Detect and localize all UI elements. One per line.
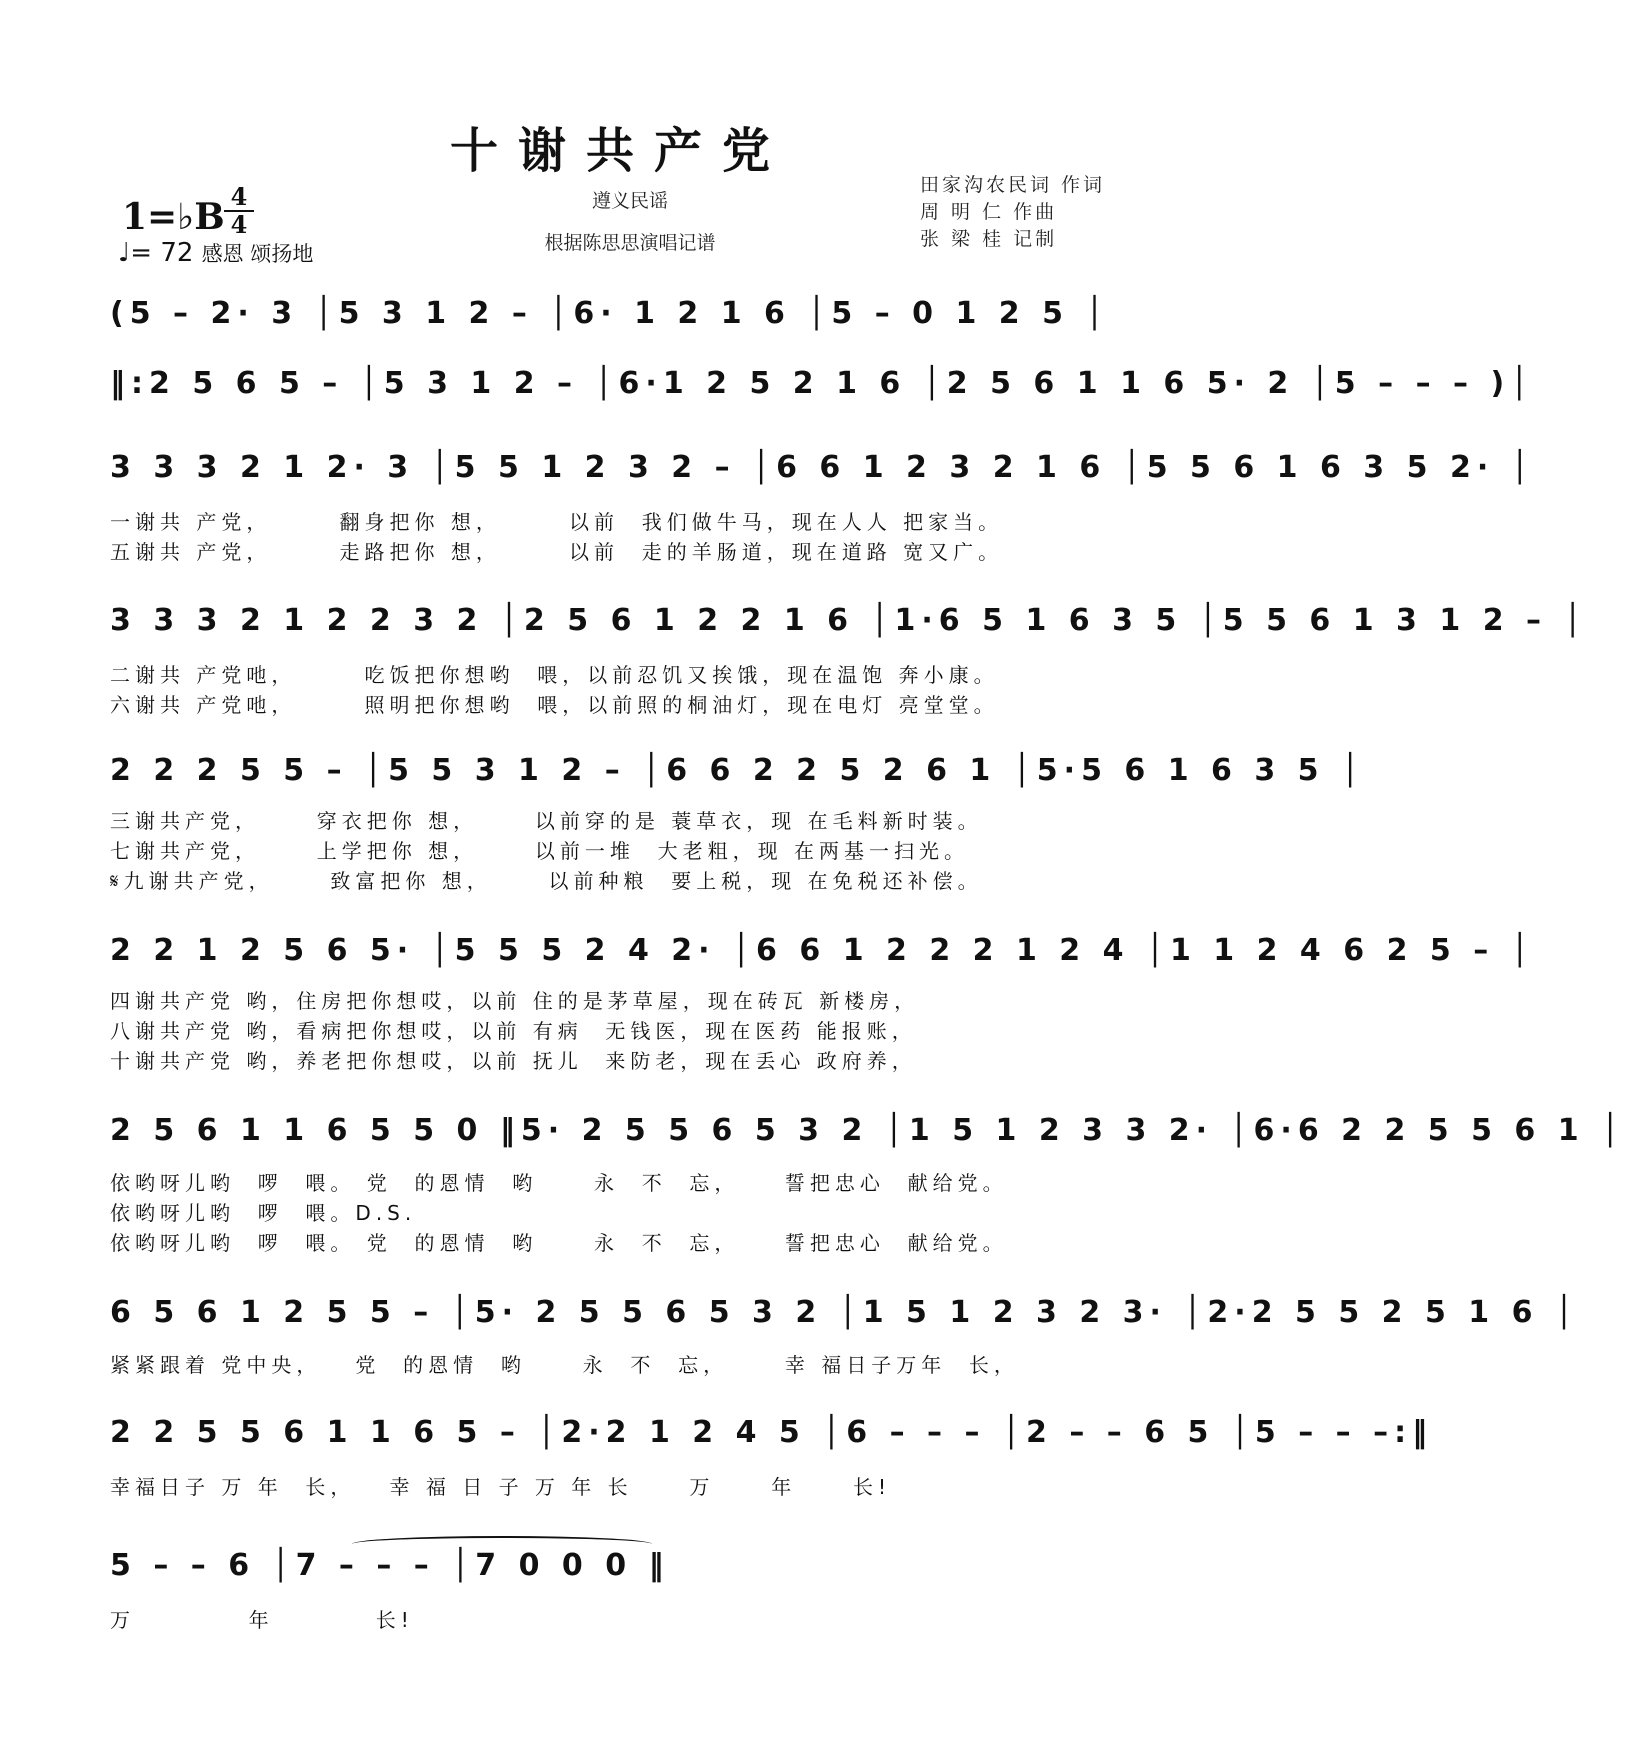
lyric-line: 依哟呀儿哟 啰 喂。 党 的恩情 哟 永 不 忘， 誓把忠心 献给党。 [110, 1171, 1008, 1195]
lyric-line: 四谢共产党 哟，住房把你想哎，以前 住的是茅草屋，现在砖瓦 新楼房， [110, 989, 920, 1013]
notation-line: 2 2 2 5 5 – │5 5 3 1 2 – │6 6 2 2 5 2 6 1 │5·5 6 1 6 3 5 │ [110, 753, 1366, 788]
lyric-line: 依哟呀儿哟 啰 喂。D.S. [110, 1201, 417, 1225]
notation-line: 5 – – 6 │7 – – – │7 0 0 0 ‖ [110, 1548, 670, 1583]
time-denominator: 4 [230, 210, 248, 239]
notation-line: 2 5 6 1 1 6 5 5 0 ‖5· 2 5 5 6 5 3 2 │1 5 1 2 3 3 2· │6·6 2 2 5 5 6 1 │ [110, 1113, 1625, 1148]
lyric-line: 𝄋九谢共产党， 致富把你 想， 以前种粮 要上税，现 在免税还补偿。 [110, 869, 983, 893]
lyric-line: 三谢共产党， 穿衣把你 想， 以前穿的是 蓑草衣，现 在毛料新时装。 [110, 809, 983, 833]
score-system-8 [110, 1295, 1579, 1385]
tempo-marking [118, 238, 313, 268]
score-system-5 [110, 753, 1366, 903]
credit-composer: 周 明 仁 作曲 [920, 201, 1058, 223]
lyric-line: 依哟呀儿哟 啰 喂。 党 的恩情 哟 永 不 忘， 誓把忠心 献给党。 [110, 1231, 1008, 1255]
notation-line: 2 2 5 5 6 1 1 6 5 – │2·2 1 2 4 5 │6 – – – │2 – – 6 5 │5 – – –:‖ [110, 1415, 1434, 1450]
lyric-line: 十谢共产党 哟，养老把你想哎，以前 抚儿 来防老，现在丢心 政府养， [110, 1049, 917, 1073]
lyric-line: 万 年 长! [110, 1608, 414, 1632]
key-signature: 1=♭B [122, 196, 225, 238]
notation-line: 2 2 1 2 5 6 5· │5 5 5 2 4 2· │6 6 1 2 2 2 1 2 4 │1 1 2 4 6 2 5 – │ [110, 933, 1535, 968]
score-system-7 [110, 1113, 1625, 1263]
song-title: 十谢共产党 [449, 123, 790, 179]
score-system-9 [110, 1415, 1434, 1505]
notation-line: 3 3 3 2 1 2 2 3 2 │2 5 6 1 2 2 1 6 │1·6 5 1 6 3 5 │5 5 6 1 3 1 2 – │ [110, 603, 1588, 638]
notation-line: 3 3 3 2 1 2· 3 │5 5 1 2 3 2 – │6 6 1 2 3 2 1 6 │5 5 6 1 6 3 5 2· │ [110, 450, 1535, 485]
score-system-10 [110, 1548, 1130, 1638]
transcription-note: 根据陈思思演唱记谱 [544, 232, 716, 254]
notation-line: (5 – 2· 3 │5 3 1 2 – │6· 1 2 1 6 │5 – 0 1 2 5 │ [110, 296, 1110, 331]
score-system-1 [110, 290, 1130, 350]
lyric-line: 幸福日子 万 年 长， 幸 福 日 子 万 年 长 万 年 长! [110, 1475, 892, 1499]
lyric-line: 八谢共产党 哟，看病把你想哎，以前 有病 无钱医，现在医药 能报账， [110, 1019, 917, 1043]
time-numerator: 4 [230, 182, 248, 211]
score-system-3 [110, 450, 1535, 570]
score-system-6 [110, 933, 1535, 1083]
lyric-line: 紧紧跟着 党中央， 党 的恩情 哟 永 不 忘， 幸 福日子万年 长， [110, 1353, 1019, 1377]
mood-marking: 感恩 颂扬地 [201, 242, 314, 266]
notation-line: ‖:2 5 6 5 – │5 3 1 2 – │6·1 2 5 2 1 6 │2 5 6 1 1 6 5· 2 │5 – – – )│ [110, 366, 1535, 401]
lyric-line: 六谢共 产党吔， 照明把你想哟 喂，以前照的桐油灯，现在电灯 亮堂堂。 [110, 693, 999, 717]
lyric-line: 五谢共 产党， 走路把你 想， 以前 走的羊肠道，现在道路 宽又广。 [110, 540, 1004, 564]
score-system-2 [110, 360, 1535, 420]
time-signature [224, 182, 254, 239]
lyric-line: 一谢共 产党， 翻身把你 想， 以前 我们做牛马，现在人人 把家当。 [110, 510, 1004, 534]
credit-arranger: 张 梁 桂 记制 [920, 228, 1058, 250]
tie-arc [352, 1536, 652, 1552]
lyric-line: 七谢共产党， 上学把你 想， 以前一堆 大老粗，现 在两基一扫光。 [110, 839, 970, 863]
origin-label: 遵义民谣 [591, 190, 668, 212]
score-system-4 [110, 603, 1588, 723]
lyric-line: 二谢共 产党吔， 吃饭把你想哟 喂，以前忍饥又挨饿，现在温饱 奔小康。 [110, 663, 999, 687]
tempo-value: ♩= 72 [118, 238, 194, 268]
notation-line: 6 5 6 1 2 5 5 – │5· 2 5 5 6 5 3 2 │1 5 1 2 3 2 3· │2·2 5 5 2 5 1 6 │ [110, 1295, 1579, 1330]
credit-lyricist: 田家沟农民词 作词 [920, 174, 1106, 196]
